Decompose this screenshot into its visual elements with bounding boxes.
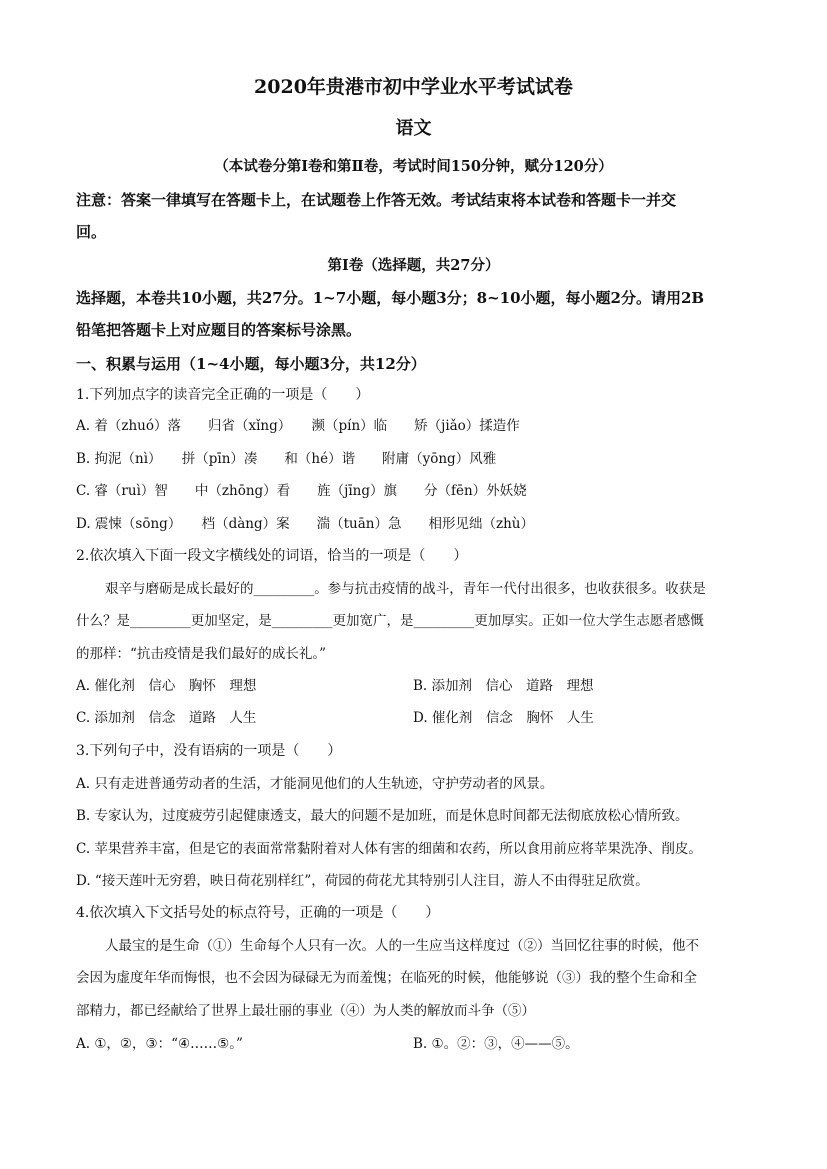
part1-heading: 第Ⅰ卷（选择题，共27分） — [327, 257, 500, 274]
part1-instructions-line-2: 铅笔把答题卡上对应题目的答案标号涂黑。 — [76, 321, 362, 339]
q4-option-b[interactable]: B. ①。②：③，④——⑤。 — [413, 1036, 579, 1052]
q3-option-b[interactable]: B. 专家认为，过度疲劳引起健康透支，最大的问题不是加班，而是休息时间都无法彻底放松心情所致。 — [76, 808, 689, 824]
q3-option-d[interactable]: D. “接天莲叶无穷碧，映日荷花别样红”，荷园的荷花尤其特别引人注目，游人不由得驻足欣赏。 — [76, 873, 649, 889]
q2-option-a[interactable]: A. 催化剂 信心 胸怀 理想 — [76, 678, 257, 694]
subject-title: 语文 — [395, 118, 432, 139]
q3-option-c[interactable]: C. 苹果营养丰富，但是它的表面常常黏附着对人体有害的细菌和农药，所以食用前应将苹果洗净、削皮。 — [76, 841, 702, 857]
exam-title: 2020年贵港市初中学业水平考试试卷 — [254, 76, 573, 98]
q2-passage-line-2: 什么？是_________更加坚定，是_________更加宽广，是_________更加厚实。正如一位大学生志愿者感慨 — [76, 613, 704, 629]
q4-stem: 4.依次填入下文括号处的标点符号，正确的一项是（ ） — [76, 905, 440, 921]
q2-passage-line-1: 艰辛与磨砺是成长最好的_________。参与抗击疫情的战斗，青年一代付出很多，也收获很多。收获是 — [105, 581, 706, 597]
section1-heading: 一、积累与运用（1~4小题，每小题3分，共12分） — [76, 355, 426, 373]
q1-option-b[interactable]: B. 拘泥（nì） 拼（pīn）凑 和（hé）谐 附庸（yōng）风雅 — [76, 451, 497, 467]
q4-option-a[interactable]: A. ①，②，③：“④……⑤。” — [76, 1036, 243, 1052]
q2-option-c[interactable]: C. 添加剂 信念 道路 人生 — [76, 710, 257, 726]
q2-option-b[interactable]: B. 添加剂 信心 道路 理想 — [413, 678, 594, 694]
q2-option-d[interactable]: D. 催化剂 信念 胸怀 人生 — [413, 710, 594, 726]
q4-passage-line-3: 部精力，都已经献给了世界上最壮丽的事业（④）为人类的解放而斗争（⑤） — [76, 1003, 535, 1019]
q1-stem: 1.下列加点字的读音完全正确的一项是（ ） — [76, 387, 370, 403]
q2-stem: 2.依次填入下面一段文字横线处的词语，恰当的一项是（ ） — [76, 548, 468, 564]
notice-line-1: 注意：答案一律填写在答题卡上，在试题卷上作答无效。考试结束将本试卷和答题卡一并交 — [76, 191, 677, 209]
q2-passage-line-3: 的那样：“抗击疫情是我们最好的成长礼。” — [76, 646, 327, 662]
q4-passage-line-1: 人最宝的是生命（①）生命每个人只有一次。人的一生应当这样度过（②）当回忆往事的时候，他不 — [105, 938, 699, 954]
q4-passage-line-2: 会因为虚度年华而悔恨，也不会因为碌碌无为而羞愧；在临死的时候，他能够说（③）我的整个生命和全 — [76, 970, 697, 986]
q3-option-a[interactable]: A. 只有走进普通劳动者的生活，才能洞见他们的人生轨迹，守护劳动者的风景。 — [76, 776, 554, 792]
notice-line-2: 回。 — [76, 223, 107, 241]
q1-option-c[interactable]: C. 睿（ruì）智 中（zhōng）看 旌（jīng）旗 分（fēn）外妖娆 — [76, 483, 527, 499]
q1-option-d[interactable]: D. 震悚（sōng） 档（dàng）案 湍（tuān）急 相形见绌（zhù） — [76, 516, 534, 532]
q3-stem: 3.下列句子中，没有语病的一项是（ ） — [76, 743, 342, 759]
exam-info: （本试卷分第Ⅰ卷和第Ⅱ卷，考试时间150分钟，赋分120分） — [214, 158, 613, 175]
part1-instructions-line-1: 选择题，本卷共10小题，共27分。1~7小题，每小题3分；8~10小题，每小题2分。请用2B — [76, 289, 705, 307]
q1-option-a[interactable]: A. 着（zhuó）落 归省（xǐng） 濒（pín）临 矫（jiǎo）揉造作 — [76, 418, 520, 434]
